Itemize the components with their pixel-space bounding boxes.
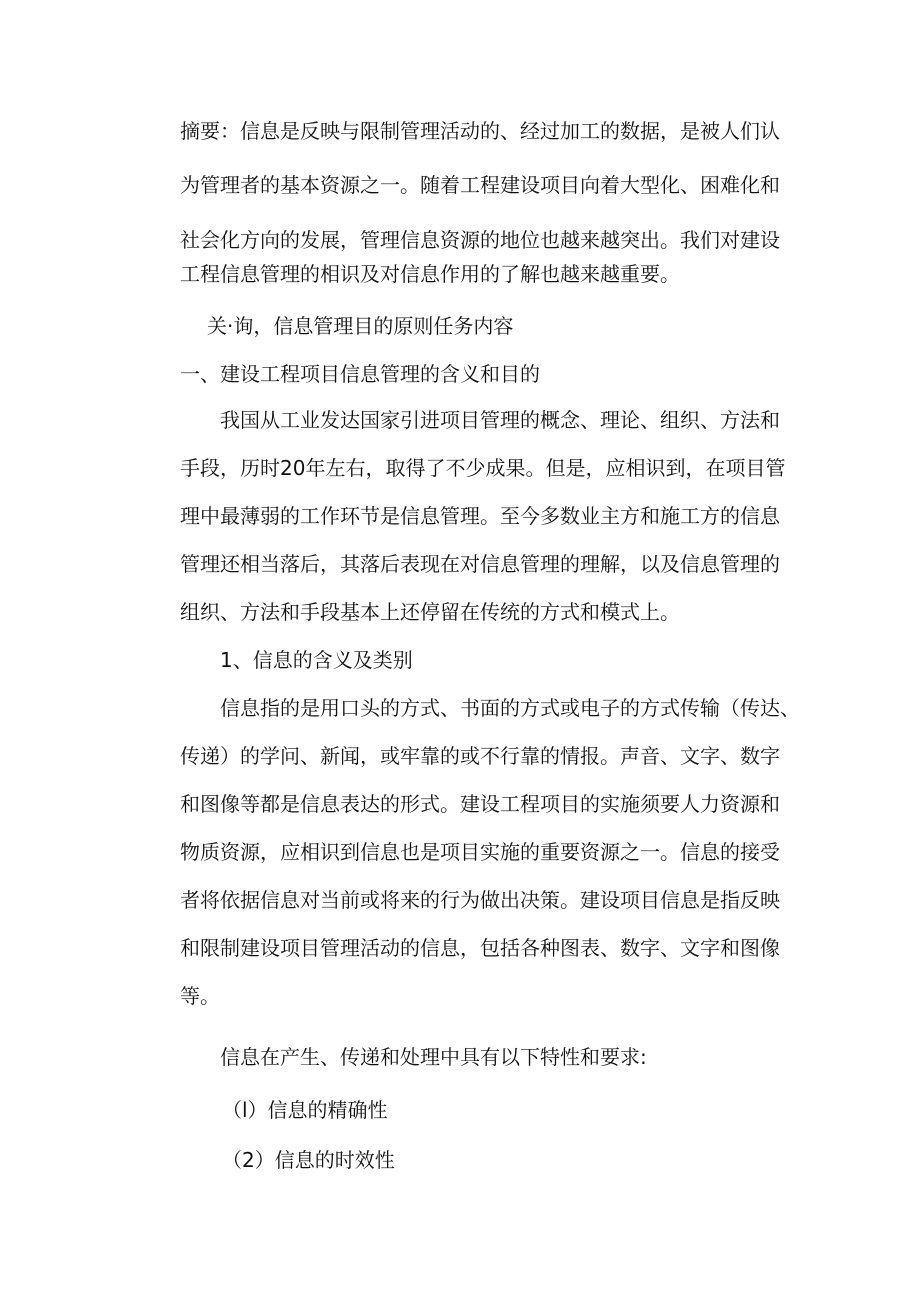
subsection-1-para-line-5: 者将依据信息对当前或将来的行为做出决策。建设项目信息是指反映 xyxy=(180,888,780,912)
subsection-1-para-line-7: 等。 xyxy=(180,984,220,1008)
section-1-para-line-2: 手段，历时20年左右，取得了不少成果。但是，应相识到，在项目管 xyxy=(180,456,786,480)
abstract-line-1: 摘要：信息是反映与限制管理活动的、经过加工的数据，是被人们认 xyxy=(180,119,780,143)
characteristics-item-2: （2）信息的时效性 xyxy=(222,1148,395,1172)
keywords-line: 关·询，信息管理目的原则任务内容 xyxy=(207,314,514,338)
subsection-1-para-line-2: 传递）的学问、新闻，或牢靠的或不行靠的情报。声音、文字、数字 xyxy=(180,744,780,768)
section-1-heading: 一、建设工程项目信息管理的含义和目的 xyxy=(180,362,540,386)
characteristics-item-1: （l）信息的精确性 xyxy=(222,1098,388,1122)
abstract-line-2: 为管理者的基本资源之一。随着工程建设项目向着大型化、困难化和 xyxy=(180,173,780,197)
subsection-1-para-line-1: 信息指的是用口头的方式、书面的方式或电子的方式传输（传达、 xyxy=(220,696,800,720)
section-1-para-line-4: 管理还相当落后，其落后表现在对信息管理的理解，以及信息管理的 xyxy=(180,552,780,576)
characteristics-intro: 信息在产生、传递和处理中具有以下特性和要求: xyxy=(220,1045,647,1069)
abstract-line-3: 社会化方向的发展，管理信息资源的地位也越来越突出。我们对建设 xyxy=(180,228,780,252)
subsection-1-para-line-4: 物质资源，应相识到信息也是项目实施的重要资源之一。信息的接受 xyxy=(180,840,780,864)
section-1-para-line-3: 理中最薄弱的工作环节是信息管理。至今多数业主方和施工方的信息 xyxy=(180,504,780,528)
subsection-1-para-line-3: 和图像等都是信息表达的形式。建设工程项目的实施须要人力资源和 xyxy=(180,792,780,816)
subsection-1-para-line-6: 和限制建设项目管理活动的信息，包括各种图表、数字、文字和图像 xyxy=(180,936,780,960)
section-1-para-line-1: 我国从工业发达国家引进项目管理的概念、理论、组织、方法和 xyxy=(220,408,780,432)
section-1-para-line-5: 组织、方法和手段基本上还停留在传统的方式和模式上。 xyxy=(180,600,680,624)
abstract-line-4: 工程信息管理的相识及对信息作用的了解也越来越重要。 xyxy=(180,262,680,286)
subsection-1-heading: 1、信息的含义及类别 xyxy=(220,648,413,672)
